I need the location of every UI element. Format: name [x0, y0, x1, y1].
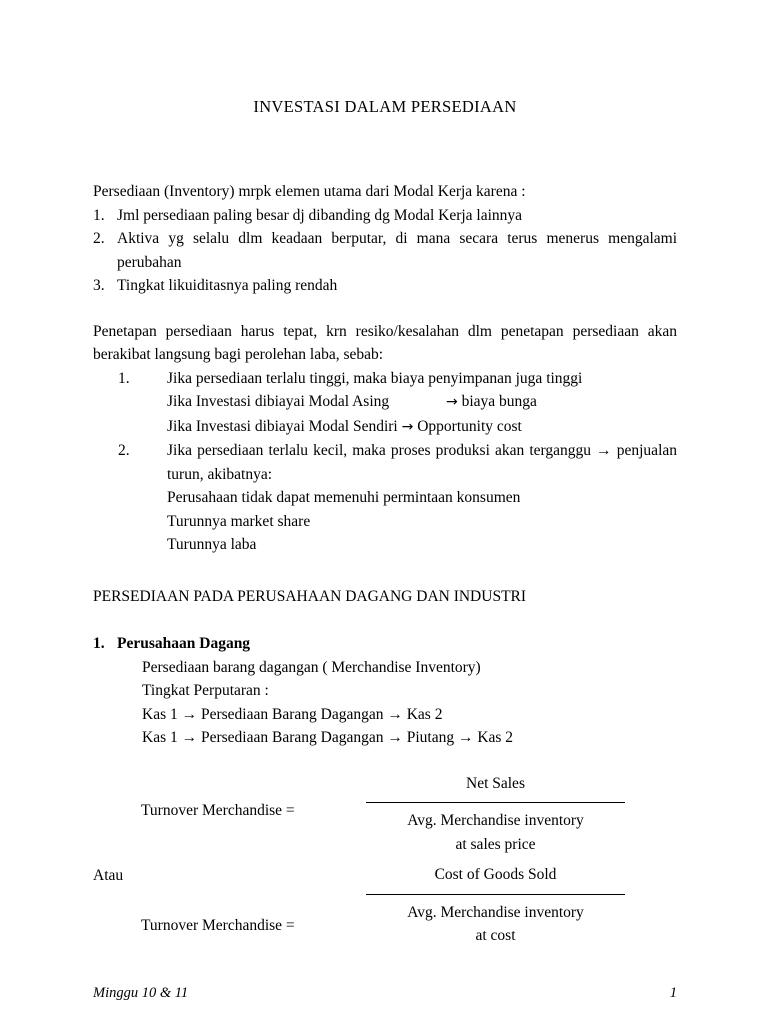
fraction-bar [366, 802, 625, 803]
fraction-denominator [366, 809, 625, 856]
flow-line-kas-1: Kas 1 → Persediaan Barang Dagangan → Kas 2 [142, 705, 443, 723]
denominator-line-2: at cost [475, 927, 516, 944]
subsection-title: Perusahaan Dagang [117, 635, 251, 652]
subsection-heading-perusahaan-dagang [93, 632, 677, 656]
section-penetapan [93, 320, 677, 557]
list-item [93, 204, 677, 228]
list-item-text: Tingkat likuiditasnya paling rendah [117, 277, 338, 294]
formula-fraction [366, 772, 625, 857]
list-item [118, 367, 677, 440]
fraction-bar [366, 894, 625, 895]
list-item [93, 227, 677, 274]
penetapan-paragraph: Penetapan persediaan harus tepat, krn resiko/kesalahan dlm penetapan persediaan akan berakibat langsung bagi perolehan laba, sebab: [93, 322, 677, 363]
modal-asing-line [167, 390, 677, 415]
modal-asing-label: Jika Investasi dibiayai Modal Asing [167, 393, 390, 410]
subsection-number: 1. [93, 635, 105, 652]
list-item [118, 439, 677, 557]
fraction-denominator [366, 901, 625, 948]
akibat-line: Turunnya market share [167, 512, 311, 530]
document-content [93, 0, 677, 979]
arrow-right-icon: → [446, 394, 458, 410]
list-item-number: 1. [93, 206, 105, 224]
flow-line-kas-2: Kas 1 → Persediaan Barang Dagangan → Piutang → Kas 2 [142, 729, 514, 746]
modal-sendiri-line [167, 415, 677, 440]
formula-fraction [366, 863, 625, 948]
penetapan-sublist [93, 367, 677, 557]
modal-asing-value: biaya bunga [461, 393, 537, 410]
list-item-number: 3. [93, 277, 105, 294]
list-item-number: 2. [118, 442, 130, 459]
denominator-line-2: at sales price [455, 835, 536, 853]
modal-sendiri-label: Jika Investasi dibiayai Modal Sendiri [167, 417, 398, 435]
atau-label: Atau [93, 866, 124, 884]
body-line: Persediaan barang dagangan ( Merchandise Inventory) [142, 658, 481, 676]
akibat-line: Turunnya laba [167, 536, 257, 553]
list-item-text: Jika persediaan terlalu tinggi, maka biaya penyimpanan juga tinggi [167, 369, 583, 387]
list-item [93, 274, 677, 298]
list-item-text: Jika persediaan terlalu kecil, maka proses produksi akan terganggu → penjualan turun, akibatnya: [167, 442, 677, 483]
list-item-number: 1. [118, 369, 130, 387]
fraction-numerator: Cost of Goods Sold [434, 866, 557, 883]
page-title: INVESTASI DALAM PERSEDIAAN [253, 97, 517, 116]
section-heading-persediaan: PERSEDIAAN PADA PERUSAHAAN DAGANG DAN INDUSTRI [93, 587, 527, 605]
list-item-text: Jml persediaan paling besar dj dibanding dg Modal Kerja lainnya [117, 206, 523, 224]
perusahaan-dagang-body [142, 656, 677, 750]
formula-label: Turnover Merchandise = [141, 801, 295, 819]
akibat-line: Perusahaan tidak dapat memenuhi permintaan konsumen [167, 489, 521, 506]
footer-page-number: 1 [669, 985, 677, 1001]
modal-sendiri-value: Opportunity cost [417, 417, 522, 435]
page-footer [93, 985, 677, 1002]
list-item-text: Aktiva yg selalu dlm keadaan berputar, di mana secara terus menerus mengalami perubahan [117, 230, 677, 271]
footer-left-text: Minggu 10 & 11 [93, 985, 189, 1001]
body-line: Tingkat Perputaran : [142, 682, 269, 699]
list-item-number: 2. [93, 230, 105, 247]
intro-numbered-list [93, 204, 677, 298]
intro-lead-paragraph: Persediaan (Inventory) mrpk elemen utama dari Modal Kerja karena : [93, 183, 526, 200]
fraction-numerator: Net Sales [466, 774, 525, 792]
formula-net-sales [93, 772, 677, 864]
formula-label: Turnover Merchandise = [141, 917, 295, 934]
arrow-right-icon: → [401, 418, 414, 435]
denominator-line-1: Avg. Merchandise inventory [407, 812, 584, 829]
denominator-line-1: Avg. Merchandise inventory [407, 903, 584, 921]
